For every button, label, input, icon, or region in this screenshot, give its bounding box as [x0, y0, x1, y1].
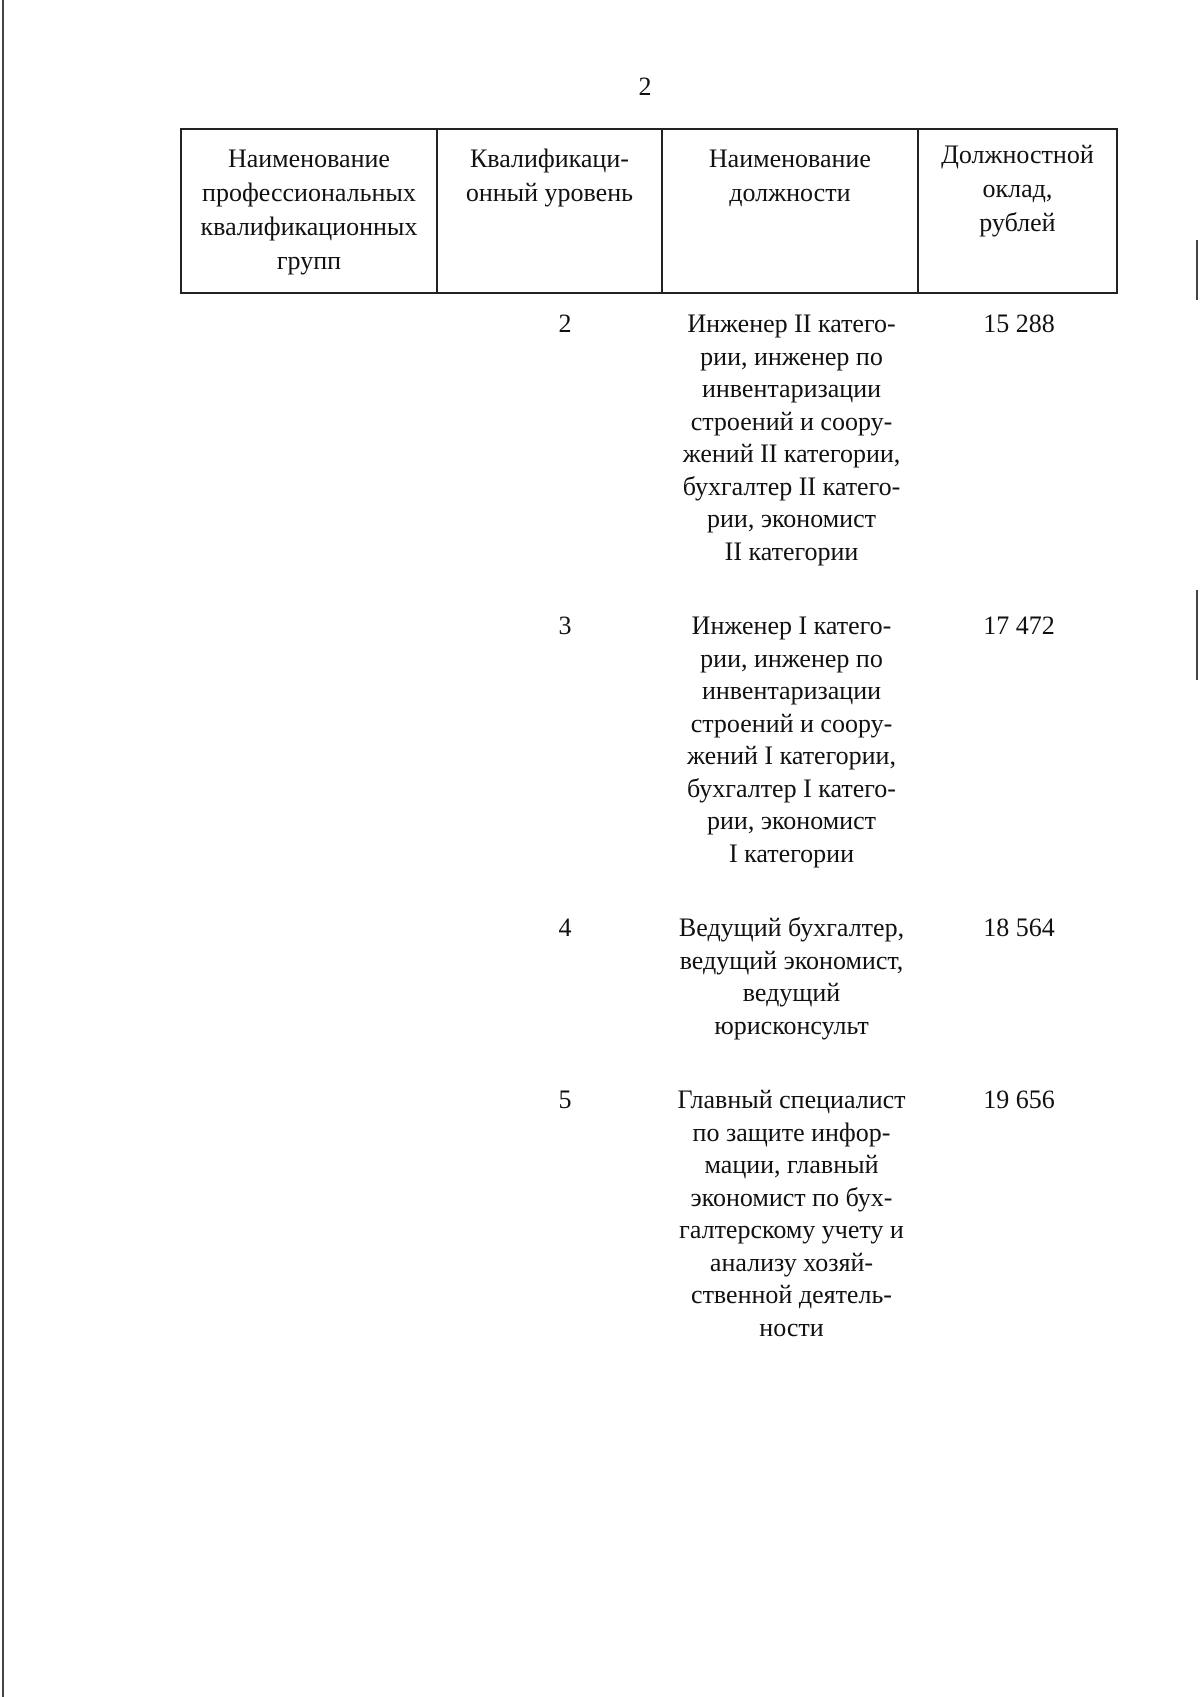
- table-row: [180, 308, 1118, 568]
- group-cell: [180, 1084, 437, 1344]
- page-number: 2: [638, 72, 652, 101]
- position-cell: Главный специалист по защите инфор- мации, главный экономист по бух- галтерскому учету и анализу хозяй- ственной деятель- ности: [677, 1085, 906, 1342]
- salary-cell: 17 472: [983, 611, 1055, 640]
- position-cell: Инженер I катего- рии, инженер по инвентаризации строений и соору- жений I категории, бухгалтер I катего- рии, экономист I категории: [687, 611, 896, 868]
- header-position-name: Наименование должности: [663, 130, 919, 292]
- level-cell: 4: [558, 913, 572, 942]
- header-qualification-level: Квалификаци- онный уровень: [438, 130, 663, 292]
- table-row: [180, 610, 1118, 870]
- table-header: [180, 128, 1118, 294]
- salary-cell: 15 288: [983, 309, 1055, 338]
- salary-cell: 19 656: [983, 1085, 1055, 1114]
- left-margin-line: [2, 0, 4, 1697]
- table-row: [180, 1084, 1118, 1344]
- salary-table: [180, 128, 1118, 1344]
- right-margin-mark: [1196, 590, 1198, 680]
- level-cell: 5: [558, 1085, 572, 1114]
- group-cell: [180, 308, 437, 568]
- position-cell: Ведущий бухгалтер, ведущий экономист, ведущий юрисконсульт: [678, 913, 905, 1040]
- level-cell: 2: [558, 309, 572, 338]
- right-margin-mark: [1196, 240, 1198, 300]
- group-cell: [180, 912, 437, 1042]
- header-group-name: Наименование профессиональных квалификационных групп: [182, 130, 438, 292]
- table-row: [180, 912, 1118, 1042]
- header-salary: Должностной оклад, рублей: [941, 140, 1094, 237]
- salary-cell: 18 564: [983, 913, 1055, 942]
- group-cell: [180, 610, 437, 870]
- level-cell: 3: [558, 611, 572, 640]
- position-cell: Инженер II катего- рии, инженер по инвентаризации строений и соору- жений II категории, бухгалтер II катего- рии, экономист II категории: [682, 309, 901, 566]
